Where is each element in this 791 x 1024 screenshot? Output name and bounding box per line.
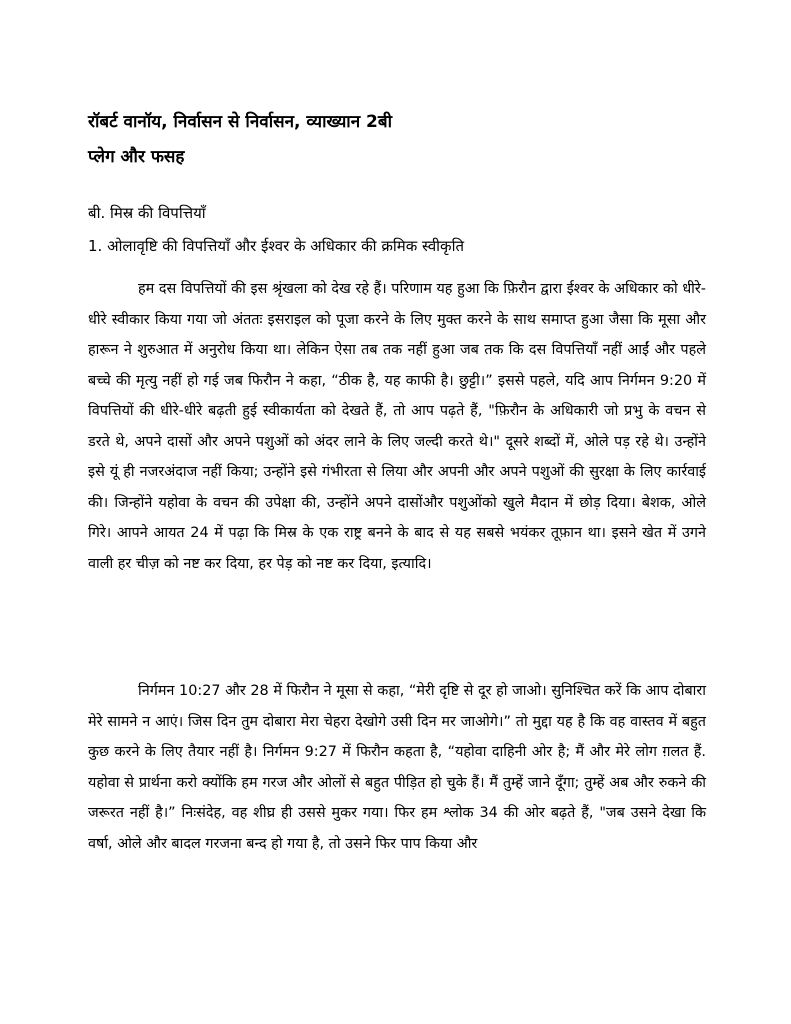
body-paragraph: निर्गमन 10:27 और 28 में फिरौन ने मूसा से कहा, “मेरी दृष्टि से दूर हो जाओ। सुनिश्चित करें कि आप दोबारा मेरे सामने न आएं। जिस दिन तुम दोबारा मेरा चेहरा देखोगे उसी दिन मर जाओगे।” तो मुद्दा यह है कि वह वास्तव में बहुत कुछ करने के लिए तैयार नहीं है। निर्गमन 9:27 में फिरौन कहता है, “यहोवा दाहिनी ओर है; मैं और मेरे लोग ग़लत हैं. यहोवा से प्रार्थना करो क्योंकि हम गरज और ओलों से बहुत पीड़ित हो चुके हैं। मैं तुम्हें जाने दूँगा; तुम्हें अब और रुकने की जरूरत नहीं है।” निःसंदेह, वह शीघ्र ही उससे मुकर गया। फिर हम श्लोक 34 की ओर बढ़ते हैं, "जब उसने देखा कि वर्षा, ओले और बादल गरजना बन्द हो गया है, तो उसने फिर पाप किया और: [88, 683, 706, 852]
section-heading: बी. मिस्र की विपत्तियाँ: [88, 204, 206, 222]
document-subtitle: प्लेग और फसह: [88, 147, 185, 167]
body-paragraph-2-container: [88, 676, 706, 859]
body-paragraph: हम दस विपत्तियों की इस श्रृंखला को देख रहे हैं। परिणाम यह हुआ कि फ़िरौन द्वारा ईश्वर के अधिकार को धीरे-धीरे स्वीकार किया गया जो अंततः इसराइल को पूजा करने के लिए मुक्त करने के साथ समाप्त हुआ जैसा कि मूसा और हारून ने शुरुआत में अनुरोध किया था। लेकिन ऐसा तब तक नहीं हुआ जब तक कि दस विपत्तियाँ नहीं आईं और पहले बच्चे की मृत्यु नहीं हो गई जब फिरौन ने कहा, “ठीक है, यह काफी है। छुट्टी।” इससे पहले, यदि आप निर्गमन 9:20 में विपत्तियों की धीरे-धीरे बढ़ती हुई स्वीकार्यता को देखते हैं, तो आप पढ़ते हैं, "फ़िरौन के अधिकारी जो प्रभु के वचन से डरते थे, अपने दासों और अपने पशुओं को अंदर लाने के लिए जल्दी करते थे।" दूसरे शब्दों में, ओले पड़ रहे थे। उन्होंने इसे यूं ही नजरअंदाज नहीं किया; उन्होंने इसे गंभीरता से लिया और अपनी और अपने पशुओं की सुरक्षा के लिए कार्रवाई की। जिन्होंने यहोवा के वचन की उपेक्षा की, उन्होंने अपने दासोंऔर पशुओंको खुले मैदान में छोड़ दिया। बेशक, ओले गिरे। आपने आयत 24 में पढ़ा कि मिस्र के एक राष्ट्र बनने के बाद से यह सबसे भयंकर तूफ़ान था। इसने खेत में उगने वाली हर चीज़ को नष्ट कर दिया, हर पेड़ को नष्ट कर दिया, इत्यादि।: [88, 281, 706, 572]
subsection-heading: 1. ओलावृष्टि की विपत्तियाँ और ईश्वर के अधिकार की क्रमिक स्वीकृति: [88, 237, 465, 255]
body-paragraph-1-container: [88, 274, 706, 579]
document-title: रॉबर्ट वानॉय, निर्वासन से निर्वासन, व्याख्यान 2बी: [88, 112, 393, 132]
